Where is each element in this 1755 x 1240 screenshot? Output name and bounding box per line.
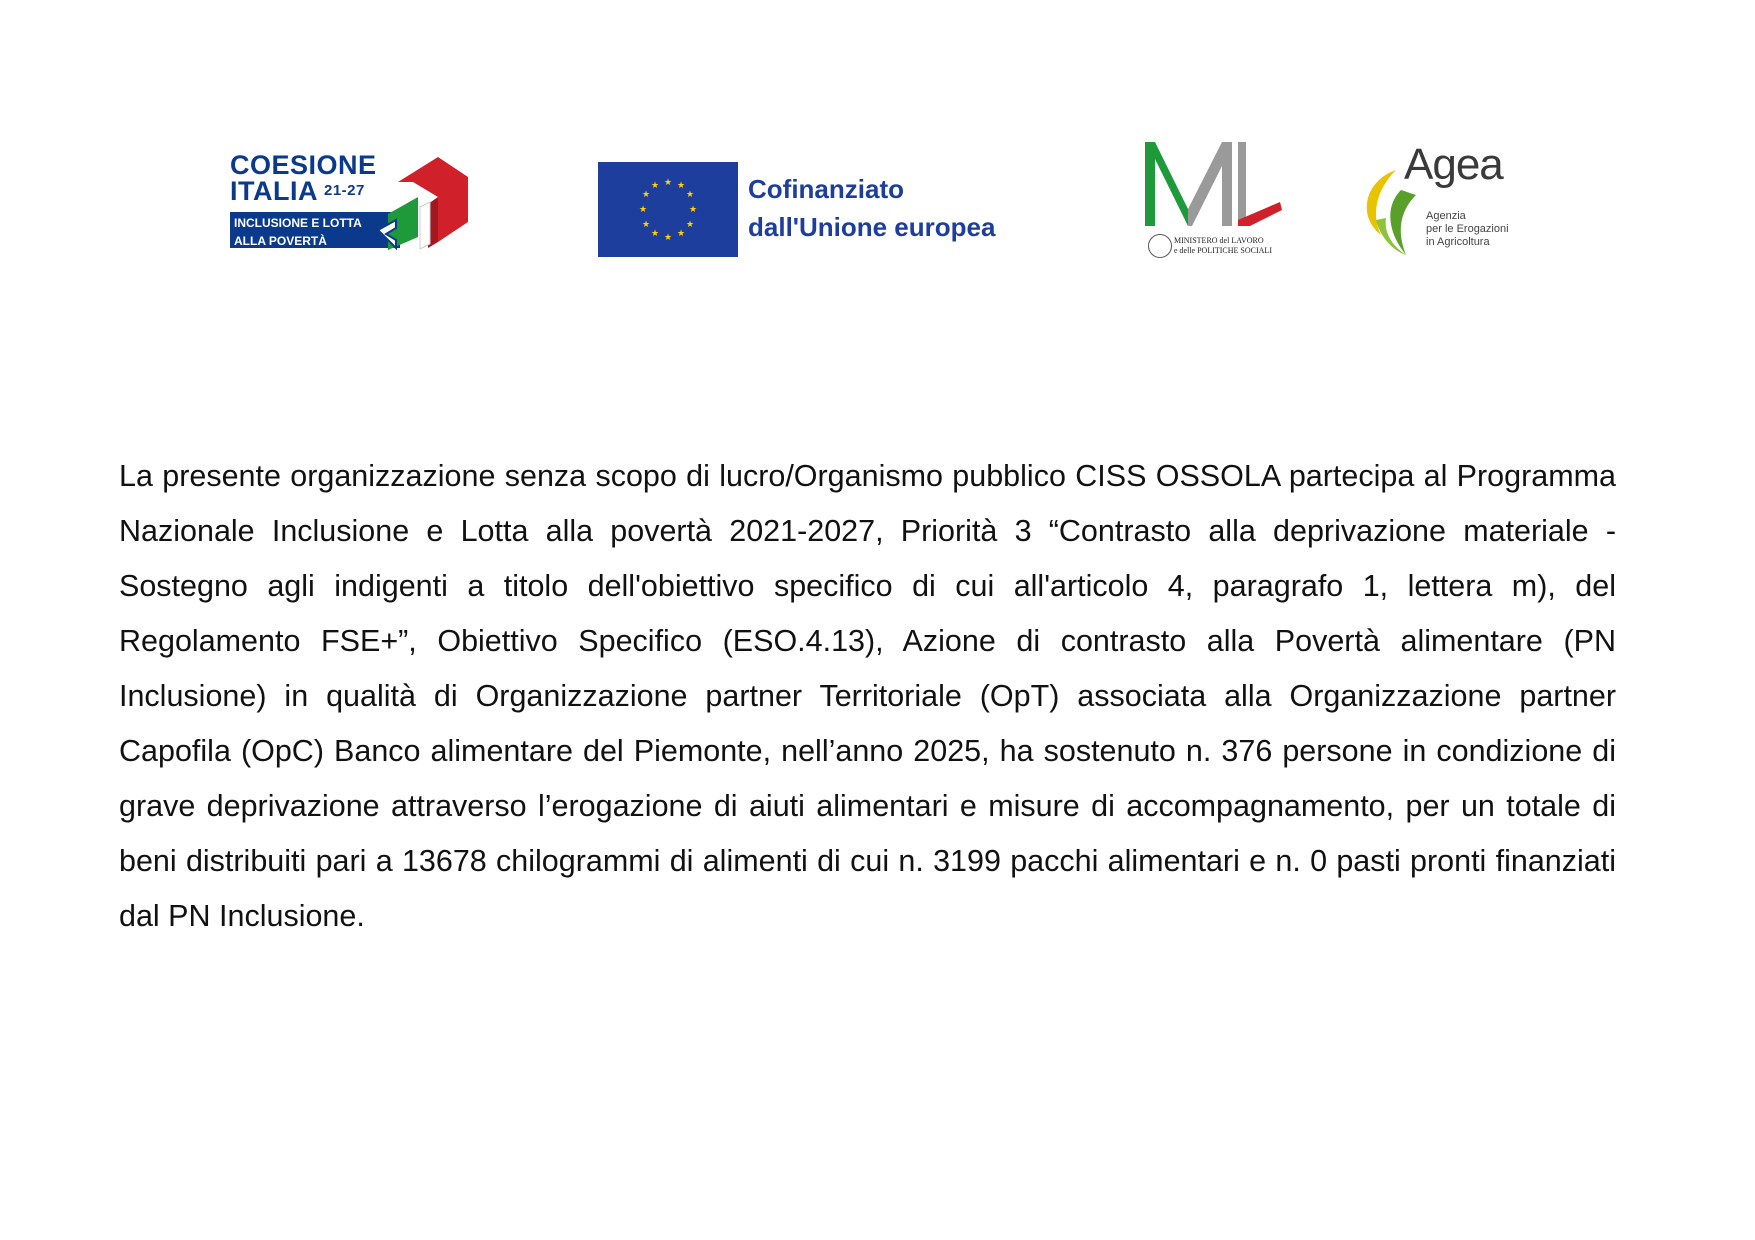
eu-flag-icon bbox=[598, 162, 738, 257]
svg-text:★: ★ bbox=[641, 220, 651, 230]
ministry-caption-line1: MINISTERO del LAVORO bbox=[1174, 236, 1264, 245]
svg-text:★: ★ bbox=[685, 220, 695, 230]
ministry-ml-mark-icon bbox=[1140, 134, 1290, 232]
coesione-line2: ITALIA $^{21-27}$ bbox=[230, 176, 365, 206]
svg-text:★: ★ bbox=[641, 190, 651, 200]
eu-logo-text bbox=[748, 170, 995, 246]
svg-text:★: ★ bbox=[663, 178, 673, 188]
declaration-paragraph: La presente organizzazione senza scopo di lucro/Organismo pubblico CISS OSSOLA partecipa al Programma Nazionale Inclusione e Lotta alla povertà 2021-2027, Priorità 3 “Contrasto alla deprivazione materiale - Sostegno agli indigenti a titolo dell'obiettivo specifico di cui all'articolo 4, paragrafo 1, lettera m), del Regolamento FSE+”, Obiettivo Specifico (ESO.4.13), Azione di contrasto alla Povertà alimentare (PN Inclusione) in qualità di Organizzazione partner Territoriale (OpT) associata alla Organizzazione partner Capofila (OpC) Banco alimentare del Piemonte, nell’anno 2025, ha sostenuto n. 376 persone in condizione di grave deprivazione attraverso l’erogazione di aiuti alimentari e misure di accompagnamento, per un totale di beni distribuiti pari a 13678 chilogrammi di alimenti di cui n. 3199 pacchi alimentari e n. 0 pasti pronti finanziati dal PN Inclusione. bbox=[119, 459, 1616, 933]
agea-sub-line3: in Agricoltura bbox=[1426, 236, 1490, 248]
ministry-labour-logo bbox=[1140, 134, 1290, 259]
eu-cofinanced-logo bbox=[598, 162, 1048, 257]
coesione-italia-logo bbox=[228, 152, 468, 252]
svg-text:★: ★ bbox=[650, 181, 660, 191]
svg-text:★: ★ bbox=[676, 181, 686, 191]
coesione-band bbox=[230, 212, 400, 248]
svg-text:★: ★ bbox=[663, 233, 673, 243]
agea-wordmark: Agea bbox=[1404, 140, 1503, 189]
agea-sub-line2: per le Erogazioni bbox=[1426, 223, 1509, 235]
svg-text:★: ★ bbox=[638, 205, 648, 215]
eu-line1: Cofinanziato bbox=[748, 174, 904, 204]
republic-emblem-icon bbox=[1148, 234, 1172, 258]
coesione-years: 21-27 bbox=[323, 182, 365, 199]
svg-text:★: ★ bbox=[685, 190, 695, 200]
eu-line2: dall'Unione europea bbox=[748, 212, 996, 242]
coesione-flag-icon bbox=[378, 152, 470, 252]
coesione-line1: COESIONE bbox=[230, 150, 377, 180]
ministry-caption-line2: e delle POLITICHE SOCIALI bbox=[1174, 246, 1272, 255]
logo-header bbox=[0, 0, 1755, 300]
coesione-band-line2: ALLA POVERTÀ bbox=[234, 234, 327, 248]
svg-text:★: ★ bbox=[650, 229, 660, 239]
svg-text:★: ★ bbox=[688, 205, 698, 215]
agea-subtitle bbox=[1426, 210, 1509, 249]
coesione-band-line1: INCLUSIONE E LOTTA bbox=[234, 216, 362, 230]
ministry-caption bbox=[1174, 236, 1272, 256]
svg-text:★: ★ bbox=[676, 229, 686, 239]
agea-sub-line1: Agenzia bbox=[1426, 210, 1466, 222]
agea-logo bbox=[1356, 140, 1526, 260]
